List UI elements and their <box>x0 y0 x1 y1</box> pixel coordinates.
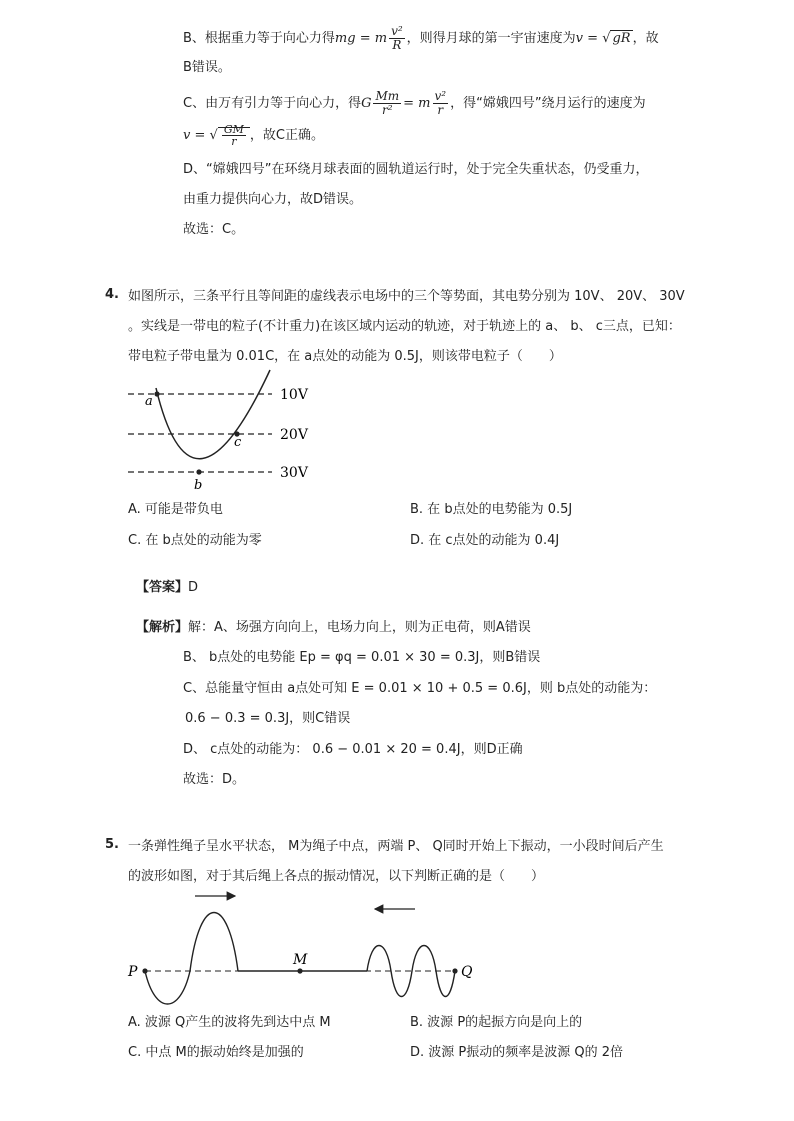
q4-option-a: A. 可能是带负电 <box>128 502 223 517</box>
q3-analysis-d-line2: 由重力提供向心力，故D错误。 <box>183 192 363 207</box>
q5-option-c: C. 中点 M的振动始终是加强的 <box>128 1045 304 1060</box>
q4-equipotential-figure <box>120 368 330 493</box>
label-30v: 30V <box>280 465 308 481</box>
point-q-marker <box>452 968 457 973</box>
q4-analysis-line3: C、总能量守恒由 a点处可知 E = 0.01 × 10 + 0.5 = 0.6J，则 b点处的动能为： <box>183 681 657 696</box>
q5-stem-line2: 的波形如图，对于其后绳上各点的振动情况，以下判断正确的是（ ） <box>128 869 545 884</box>
label-20v: 20V <box>280 427 308 443</box>
q4-option-d: D. 在 c点处的动能为 0.4J <box>410 533 560 548</box>
label-10v: 10V <box>280 387 308 403</box>
q3-analysis-c-line: C、由万有引力等于向心力，得G $\frac{Mm}{\text{r²}}$ = m $\frac{\text{v²}}{r}$ ，得“嫦娥四号”绕月运行的速度为 <box>183 89 646 117</box>
q4-choose: 故选：D。 <box>183 772 246 787</box>
q5-wave-figure <box>120 885 490 1010</box>
q4-analysis-line1: 【解析】解：A、场强方向向上，电场力向上，则为正电荷，则A错误 <box>136 620 531 635</box>
q4-stem-line3: 带电粒子带电量为 0.01C，在 a点处的动能为 0.5J，则该带电粒子（ ） <box>128 349 562 364</box>
q3-choose: 故选：C。 <box>183 222 245 237</box>
label-m: M <box>293 952 308 968</box>
q4-stem-line2: 。实线是一带电的粒子(不计重力)在该区域内运动的轨迹，对于轨迹上的 a、 b、 c三点，已知： <box>128 319 681 334</box>
fraction-v2-over-R: $\frac{\text{v²}}{R}$ <box>391 24 403 52</box>
q3-analysis-b-line: B、根据重力等于向心力得mg = m $\frac{\text{v²}}{R}$ ，则得月球的第一宇宙速度为v = √ gR ，故 <box>183 24 659 52</box>
label-q: Q <box>461 964 473 980</box>
q3-analysis-b-line2: B错误。 <box>183 60 231 75</box>
formula-mg: mg = m <box>334 31 388 46</box>
q5-option-a: A. 波源 Q产生的波将先到达中点 M <box>128 1015 331 1030</box>
point-a-marker <box>154 391 159 396</box>
fraction-v2-over-r: $\frac{\text{v²}}{r}$ <box>434 89 447 117</box>
q4-analysis-line5: D、 c点处的动能为： 0.6 − 0.01 × 20 = 0.4J，则D正确 <box>183 742 523 757</box>
fraction-Mm-over-r2: $\frac{Mm}{\text{r²}}$ <box>375 89 400 117</box>
sqrt-GM-over-r: √ $\frac{GM}{r}$ <box>210 127 250 143</box>
label-b: b <box>194 478 203 493</box>
sqrt-gR: √ gR <box>602 31 631 46</box>
question-number-5: 5. <box>105 837 119 852</box>
q3-analysis-d-line: D、“嫦娥四号”在环绕月球表面的圆轨道运行时，处于完全失重状态，仍受重力， <box>183 162 649 177</box>
label-p: P <box>128 964 138 980</box>
question-number-4: 4. <box>105 287 119 302</box>
point-p-marker <box>142 968 147 973</box>
p-wave-trough <box>145 971 190 1004</box>
q4-analysis-line4: 0.6 − 0.3 = 0.3J，则C错误 <box>185 711 351 726</box>
particle-trajectory <box>156 370 270 459</box>
q5-option-d: D. 波源 P振动的频率是波源 Q的 2倍 <box>410 1045 624 1060</box>
q4-answer: 【答案】D <box>136 580 199 595</box>
q4-option-b: B. 在 b点处的电势能为 0.5J <box>410 502 573 517</box>
q4-analysis-line2: B、 b点处的电势能 Ep = φq = 0.01 × 30 = 0.3J，则B错误 <box>183 650 541 665</box>
q4-stem-line1: 如图所示，三条平行且等间距的虚线表示电场中的三个等势面，其电势分别为 10V、 20V、 30V <box>128 289 685 304</box>
label-c: c <box>234 435 242 450</box>
q5-option-b: B. 波源 P的起振方向是向上的 <box>410 1015 583 1030</box>
q4-option-c: C. 在 b点处的动能为零 <box>128 533 262 548</box>
p-wave-crest <box>190 913 238 972</box>
point-m-marker <box>297 968 302 973</box>
point-b-marker <box>196 469 201 474</box>
q3-analysis-c-line2: v = √ $\frac{GM}{r}$ ，故C正确。 <box>183 123 324 148</box>
q5-stem-line1: 一条弹性绳子呈水平状态， M为绳子中点，两端 P、 Q同时开始上下振动，一小段时间后产生 <box>128 839 664 854</box>
label-a: a <box>145 394 153 409</box>
